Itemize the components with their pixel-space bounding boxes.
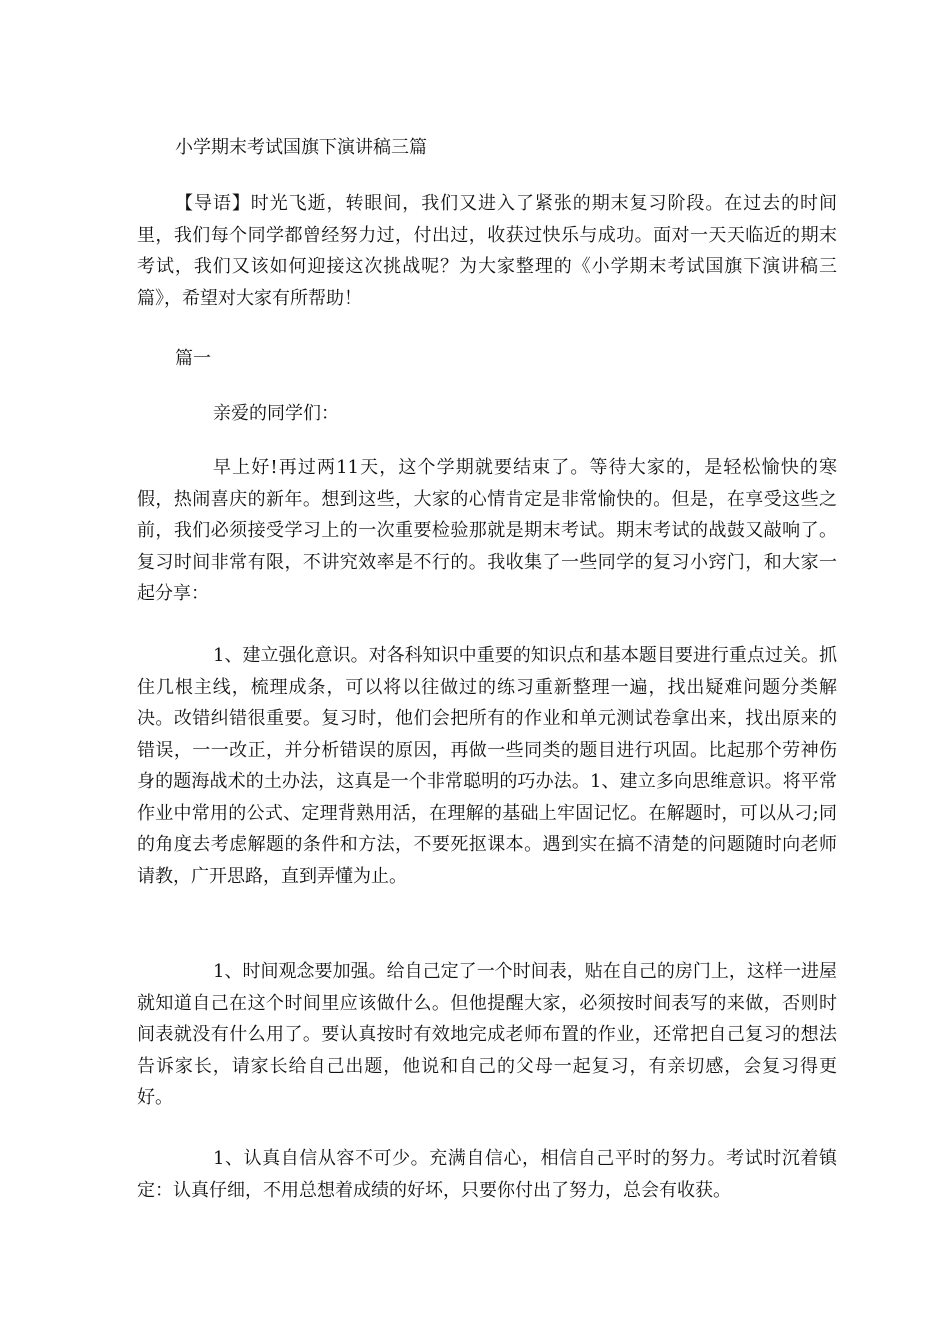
body-paragraph-3: 1、时间观念要加强。给自己定了一个时间表，贴在自己的房门上，这样一进屋就知道自己在这个时间里应该做什么。但他提醒大家，必须按时间表写的来做，否则时间表就没有什么用了。要认真按时有效地完成老师布置的作业，还常把自己复习的想法告诉家长，请家长给自己出题，他说和自己的父母一起复习，有亲切感，会复习得更好。: [137, 961, 837, 1108]
body-paragraph-4: 1、认真自信从容不可少。充满自信心，相信自己平时的努力。考试时沉着镇定：认真仔细，不用总想着成绩的好坏，只要你付出了努力，总会有收获。: [137, 1148, 837, 1201]
section-heading: 篇一: [175, 348, 211, 369]
document-title: 小学期末考试国旗下演讲稿三篇: [175, 137, 427, 158]
salutation: 亲爱的同学们：: [213, 403, 339, 424]
body-paragraph-1: 早上好!再过两11天，这个学期就要结束了。等待大家的，是轻松愉快的寒假，热闹喜庆的新年。想到这些，大家的心情肯定是非常愉快的。但是，在享受这些之前，我们必须接受学习上的一次重要检验那就是期末考试。期末考试的战鼓又敲响了。复习时间非常有限，不讲究效率是不行的。我收集了一些同学的复习小窍门，和大家一起分享：: [137, 457, 837, 604]
body-paragraph-2: 1、建立强化意识。对各科知识中重要的知识点和基本题目要进行重点过关。抓住几根主线，梳理成条，可以将以往做过的练习重新整理一遍，找出疑难问题分类解决。改错纠错很重要。复习时，他们会把所有的作业和单元测试卷拿出来，找出原来的错误，一一改正，并分析错误的原因，再做一些同类的题目进行巩固。比起那个劳神伤身的题海战术的土办法，这真是一个非常聪明的巧办法。1、建立多向思维意识。将平常作业中常用的公式、定理背熟用活，在理解的基础上牢固记忆。在解题时，可以从刁;同的角度去考虑解题的条件和方法，不要死抠课本。遇到实在搞不清楚的问题随时向老师请教，广开思路，直到弄懂为止。: [137, 645, 837, 887]
intro-paragraph: 【导语】时光飞逝，转眼间，我们又进入了紧张的期末复习阶段。在过去的时间里，我们每个同学都曾经努力过，付出过，收获过快乐与成功。面对一天天临近的期末考试，我们又该如何迎接这次挑战呢？为大家整理的《小学期末考试国旗下演讲稿三篇》，希望对大家有所帮助！: [137, 193, 837, 309]
